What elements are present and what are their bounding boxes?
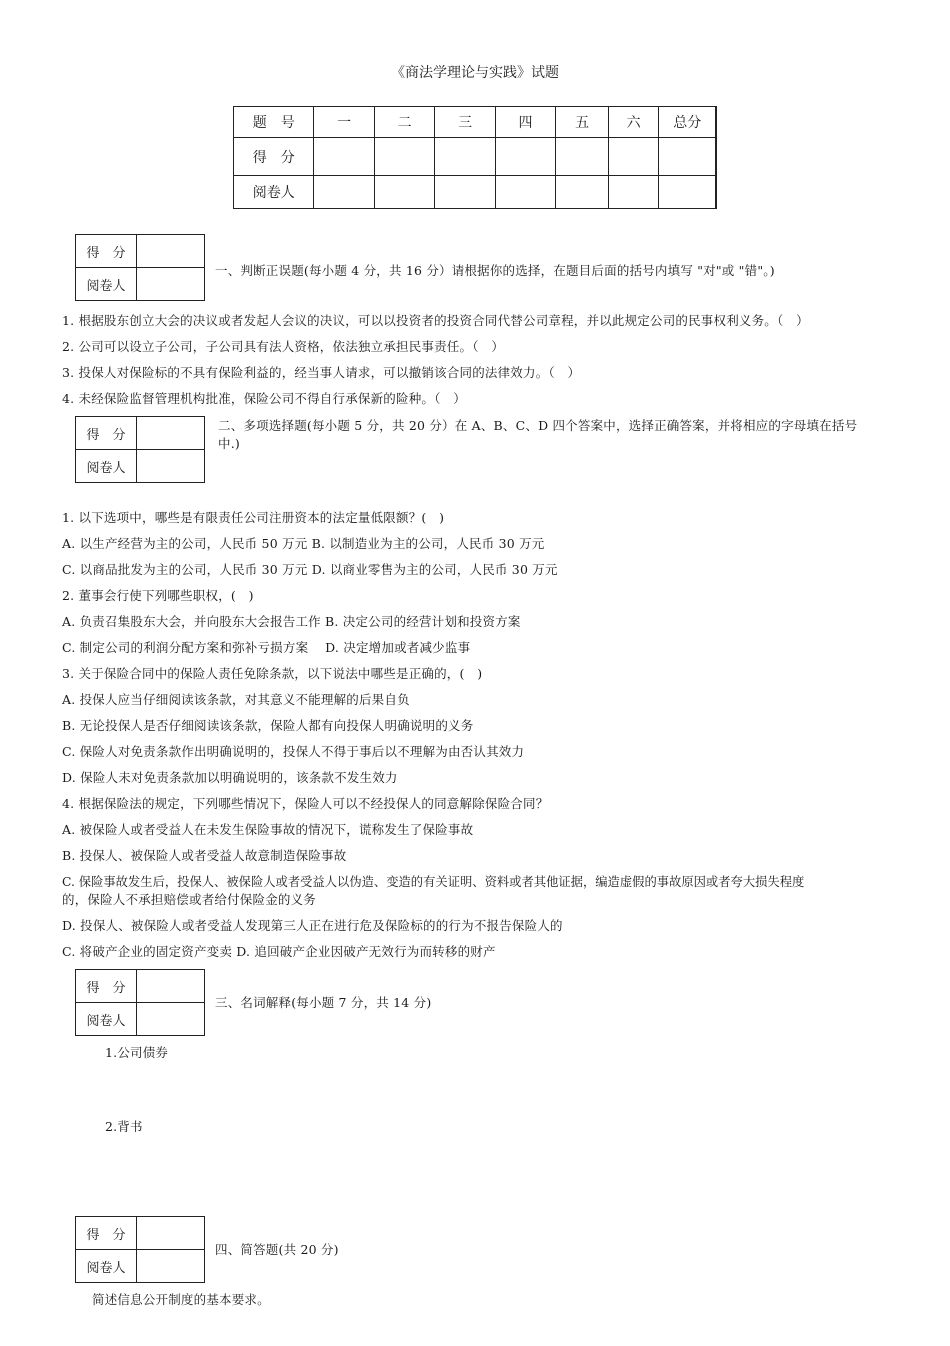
section4-question: 简述信息公开制度的基本要求。 xyxy=(92,1292,270,1307)
section2-heading-cont: 中.) xyxy=(218,436,240,451)
section2-line: 3. 关于保险合同中的保险人责任免除条款，以下说法中哪些是正确的，( ) xyxy=(62,666,483,681)
score-header-cell: 四 xyxy=(495,107,555,138)
score-row-label: 得 分 xyxy=(234,138,314,176)
score-cell xyxy=(435,138,495,176)
section2-line: 的，保险人不承担赔偿或者给付保险金的义务 xyxy=(62,892,317,907)
page-title: 《商法学理论与实践》试题 xyxy=(391,65,559,81)
score-header-cell: 三 xyxy=(435,107,495,138)
mini-grader-cell xyxy=(137,1003,205,1036)
mini-grader-label: 阅卷人 xyxy=(76,268,137,301)
section2-line: A. 以生产经营为主的公司，人民币 50 万元 B. 以制造业为主的公司，人民币 30 万元 xyxy=(62,536,545,551)
mini-grader-label: 阅卷人 xyxy=(76,450,137,483)
mini-grader-cell xyxy=(137,268,205,301)
grader-row-label: 阅卷人 xyxy=(234,176,314,209)
section2-line: C. 制定公司的利润分配方案和弥补亏损方案 D. 决定增加或者减少监事 xyxy=(62,640,471,655)
grader-cell xyxy=(495,176,555,209)
score-header-cell: 六 xyxy=(608,107,659,138)
score-cell xyxy=(374,138,434,176)
section2-line: C. 将破产企业的固定资产变卖 D. 追回破产企业因破产无效行为而转移的财产 xyxy=(62,944,496,959)
section2-line: A. 被保险人或者受益人在未发生保险事故的情况下，谎称发生了保险事故 xyxy=(62,822,474,837)
mini-score-label: 得 分 xyxy=(76,417,137,450)
score-cell xyxy=(608,138,659,176)
grader-cell xyxy=(374,176,434,209)
section2-line: 2. 董事会行使下列哪些职权，( ) xyxy=(62,588,254,603)
mini-score-cell xyxy=(137,1217,205,1250)
section2-line: B. 无论投保人是否仔细阅读该条款，保险人都有向投保人明确说明的义务 xyxy=(62,718,474,733)
mini-grader-label: 阅卷人 xyxy=(76,1003,137,1036)
score-table-grader-row xyxy=(234,176,717,209)
mini-score-label: 得 分 xyxy=(76,1217,137,1250)
section3-item: 2.背书 xyxy=(105,1119,143,1134)
section2-line: C. 保险事故发生后，投保人、被保险人或者受益人以伪造、变造的有关证明、资料或者其他证据，编造虚假的事故原因或者夸大损失程度 xyxy=(62,875,805,889)
section2-line: D. 投保人、被保险人或者受益人发现第三人正在进行危及保险标的的行为不报告保险人的 xyxy=(62,918,563,933)
section2-line: A. 投保人应当仔细阅读该条款，对其意义不能理解的后果自负 xyxy=(62,692,410,707)
section4-score-box xyxy=(75,1216,205,1283)
mini-score-cell xyxy=(137,235,205,268)
score-table xyxy=(233,106,717,209)
section2-line: C. 保险人对免责条款作出明确说明的，投保人不得于事后以不理解为由否认其效力 xyxy=(62,744,525,759)
score-header-cell: 五 xyxy=(556,107,609,138)
mini-grader-cell xyxy=(137,450,205,483)
mini-grader-label: 阅卷人 xyxy=(76,1250,137,1283)
section2-line: A. 负责召集股东大会，并向股东大会报告工作 B. 决定公司的经营计划和投资方案 xyxy=(62,614,521,629)
score-table-header-row xyxy=(234,107,717,138)
grader-cell xyxy=(556,176,609,209)
grader-cell xyxy=(659,176,716,209)
section2-score-box xyxy=(75,416,205,483)
section3-score-box xyxy=(75,969,205,1036)
grader-cell xyxy=(435,176,495,209)
grader-cell xyxy=(608,176,659,209)
mini-score-label: 得 分 xyxy=(76,970,137,1003)
section2-heading: 二、多项选择题(每小题 5 分，共 20 分）在 A、B、C、D 四个答案中，选择正确答案，并将相应的字母填在括号 xyxy=(218,418,858,433)
section2-line: C. 以商品批发为主的公司，人民币 30 万元 D. 以商业零售为主的公司，人民币 30 万元 xyxy=(62,562,558,577)
score-header-cell: 一 xyxy=(314,107,374,138)
section1-item: 1. 根据股东创立大会的决议或者发起人会议的决议，可以以投资者的投资合同代替公司章程，并以此规定公司的民事权利义务。（ ） xyxy=(62,313,809,328)
score-header-cell: 二 xyxy=(374,107,434,138)
section2-line: B. 投保人、被保险人或者受益人故意制造保险事故 xyxy=(62,848,347,863)
score-cell xyxy=(659,138,716,176)
section4-heading: 四、简答题(共 20 分) xyxy=(215,1242,339,1257)
score-cell xyxy=(314,138,374,176)
section1-heading: 一、判断正误题(每小题 4 分，共 16 分）请根据你的选择，在题目后面的括号内填写 "对"或 "错"。) xyxy=(215,263,775,278)
section2-line: 1. 以下选项中，哪些是有限责任公司注册资本的法定量低限额？( ) xyxy=(62,510,445,525)
score-header-cell: 总分 xyxy=(659,107,716,138)
grader-cell xyxy=(314,176,374,209)
score-header-cell: 题 号 xyxy=(234,107,314,138)
section1-score-box xyxy=(75,234,205,301)
section2-line: 4. 根据保险法的规定，下列哪些情况下，保险人可以不经投保人的同意解除保险合同？ xyxy=(62,796,549,811)
section1-item: 3. 投保人对保险标的不具有保险利益的，经当事人请求，可以撤销该合同的法律效力。（ ） xyxy=(62,365,581,380)
section1-item: 4. 未经保险监督管理机构批准，保险公司不得自行承保新的险种。（ ） xyxy=(62,391,466,406)
section3-item: 1.公司债券 xyxy=(105,1045,169,1060)
score-cell xyxy=(495,138,555,176)
section1-item: 2. 公司可以设立子公司，子公司具有法人资格，依法独立承担民事责任。（ ） xyxy=(62,339,505,354)
section3-heading: 三、名词解释(每小题 7 分，共 14 分) xyxy=(215,995,432,1010)
section2-line: D. 保险人未对免责条款加以明确说明的，该条款不发生效力 xyxy=(62,770,398,785)
mini-grader-cell xyxy=(137,1250,205,1283)
mini-score-cell xyxy=(137,417,205,450)
score-cell xyxy=(556,138,609,176)
score-table-score-row xyxy=(234,138,717,176)
mini-score-cell xyxy=(137,970,205,1003)
mini-score-label: 得 分 xyxy=(76,235,137,268)
